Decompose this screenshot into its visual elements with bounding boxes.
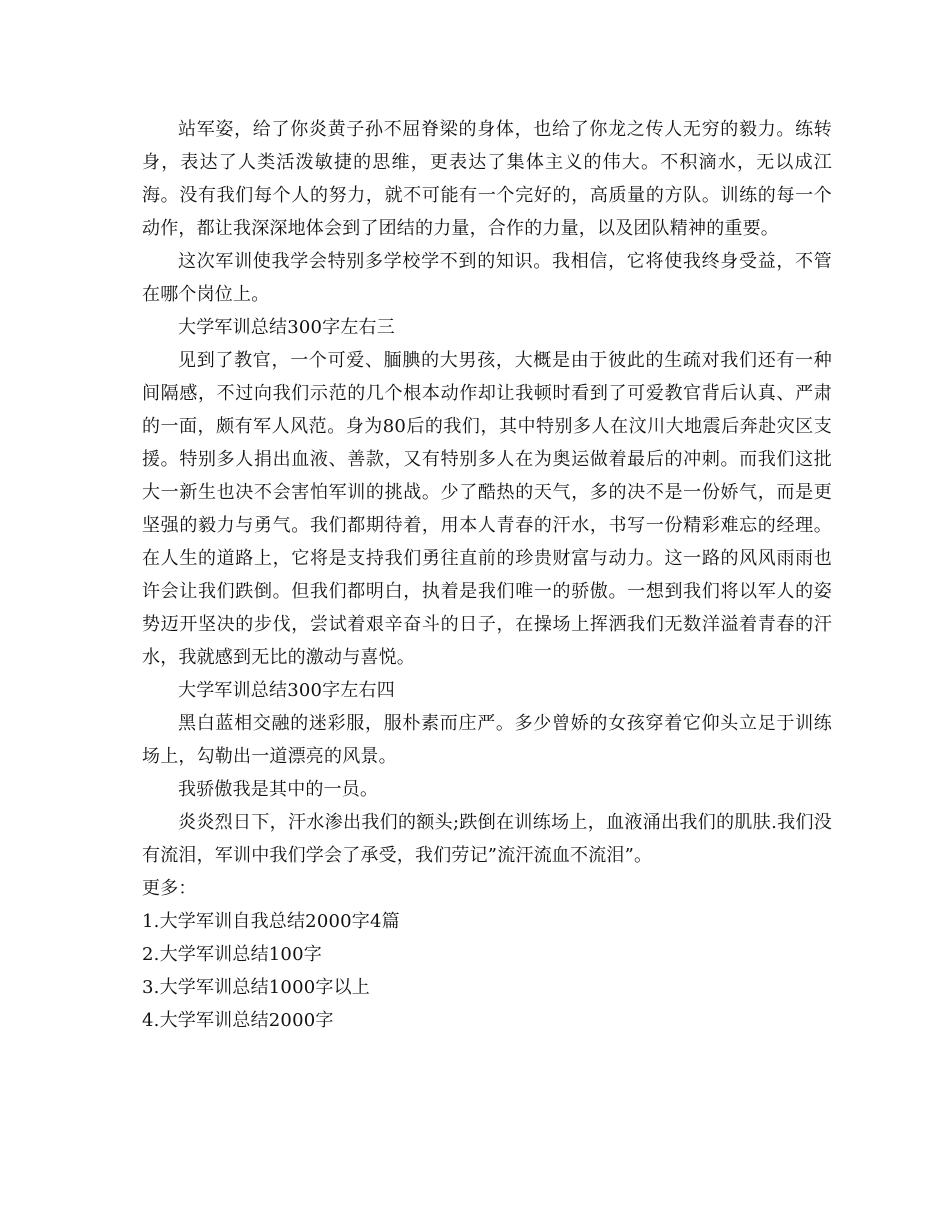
paragraph-military-posture: 站军姿，给了你炎黄子孙不屈脊梁的身体，也给了你龙之传人无穷的毅力。练转身，表达了人类活泼敏捷的思维，更表达了集体主义的伟大。不积滴水，无以成江海。没有我们每个人的努力，就不可能有一个完好的，高质量的方队。训练的每一个动作，都让我深深地体会到了团结的力量，合作的力量，以及团队精神的重要。 [142, 119, 832, 239]
paragraph-proud: 我骄傲我是其中的一员。 [178, 779, 379, 800]
paragraph-camouflage: 黑白蓝相交融的迷彩服，服朴素而庄严。多少曾娇的女孩穿着它仰头立足于训练场上，勾勒出一道漂亮的风景。 [142, 713, 832, 767]
more-links-list [142, 905, 832, 1037]
section-heading-four: 大学军训总结300字左右四 [178, 680, 395, 701]
more-link-1[interactable]: 1.大学军训自我总结2000字4篇 [142, 911, 400, 932]
more-link-2[interactable]: 2.大学军训总结100字 [142, 944, 322, 965]
more-label: 更多： [142, 878, 197, 899]
section-heading-three: 大学军训总结300字左右三 [178, 317, 395, 338]
paragraph-sweat: 炎炎烈日下，汗水渗出我们的额头;跌倒在训练场上，血液涌出我们的肌肤.我们没有流泪，军训中我们学会了承受，我们劳记”流汗流血不流泪”。 [142, 812, 832, 866]
more-link-4[interactable]: 4.大学军训总结2000字 [142, 1010, 334, 1031]
document-body [142, 113, 832, 1037]
more-link-3[interactable]: 3.大学军训总结1000字以上 [142, 977, 370, 998]
paragraph-lifelong-benefit: 这次军训使我学会特别多学校学不到的知识。我相信，它将使我终身受益，不管在哪个岗位上。 [142, 251, 832, 305]
paragraph-instructor: 见到了教官，一个可爱、腼腆的大男孩，大概是由于彼此的生疏对我们还有一种间隔感，不过向我们示范的几个根本动作却让我顿时看到了可爱教官背后认真、严肃的一面，颇有军人风范。身为80后的我们，其中特别多人在汶川大地震后奔赴灾区支援。特别多人捐出血液、善款，又有特别多人在为奥运做着最后的冲刺。而我们这批大一新生也决不会害怕军训的挑战。少了酷热的天气，多的决不是一份娇气，而是更坚强的毅力与勇气。我们都期待着，用本人青春的汗水，书写一份精彩难忘的经理。在人生的道路上，它将是支持我们勇往直前的珍贵财富与动力。这一路的风风雨雨也许会让我们跌倒。但我们都明白，执着是我们唯一的骄傲。一想到我们将以军人的姿势迈开坚决的步伐，尝试着艰辛奋斗的日子，在操场上挥洒我们无数洋溢着青春的汗水，我就感到无比的激动与喜悦。 [142, 350, 832, 668]
